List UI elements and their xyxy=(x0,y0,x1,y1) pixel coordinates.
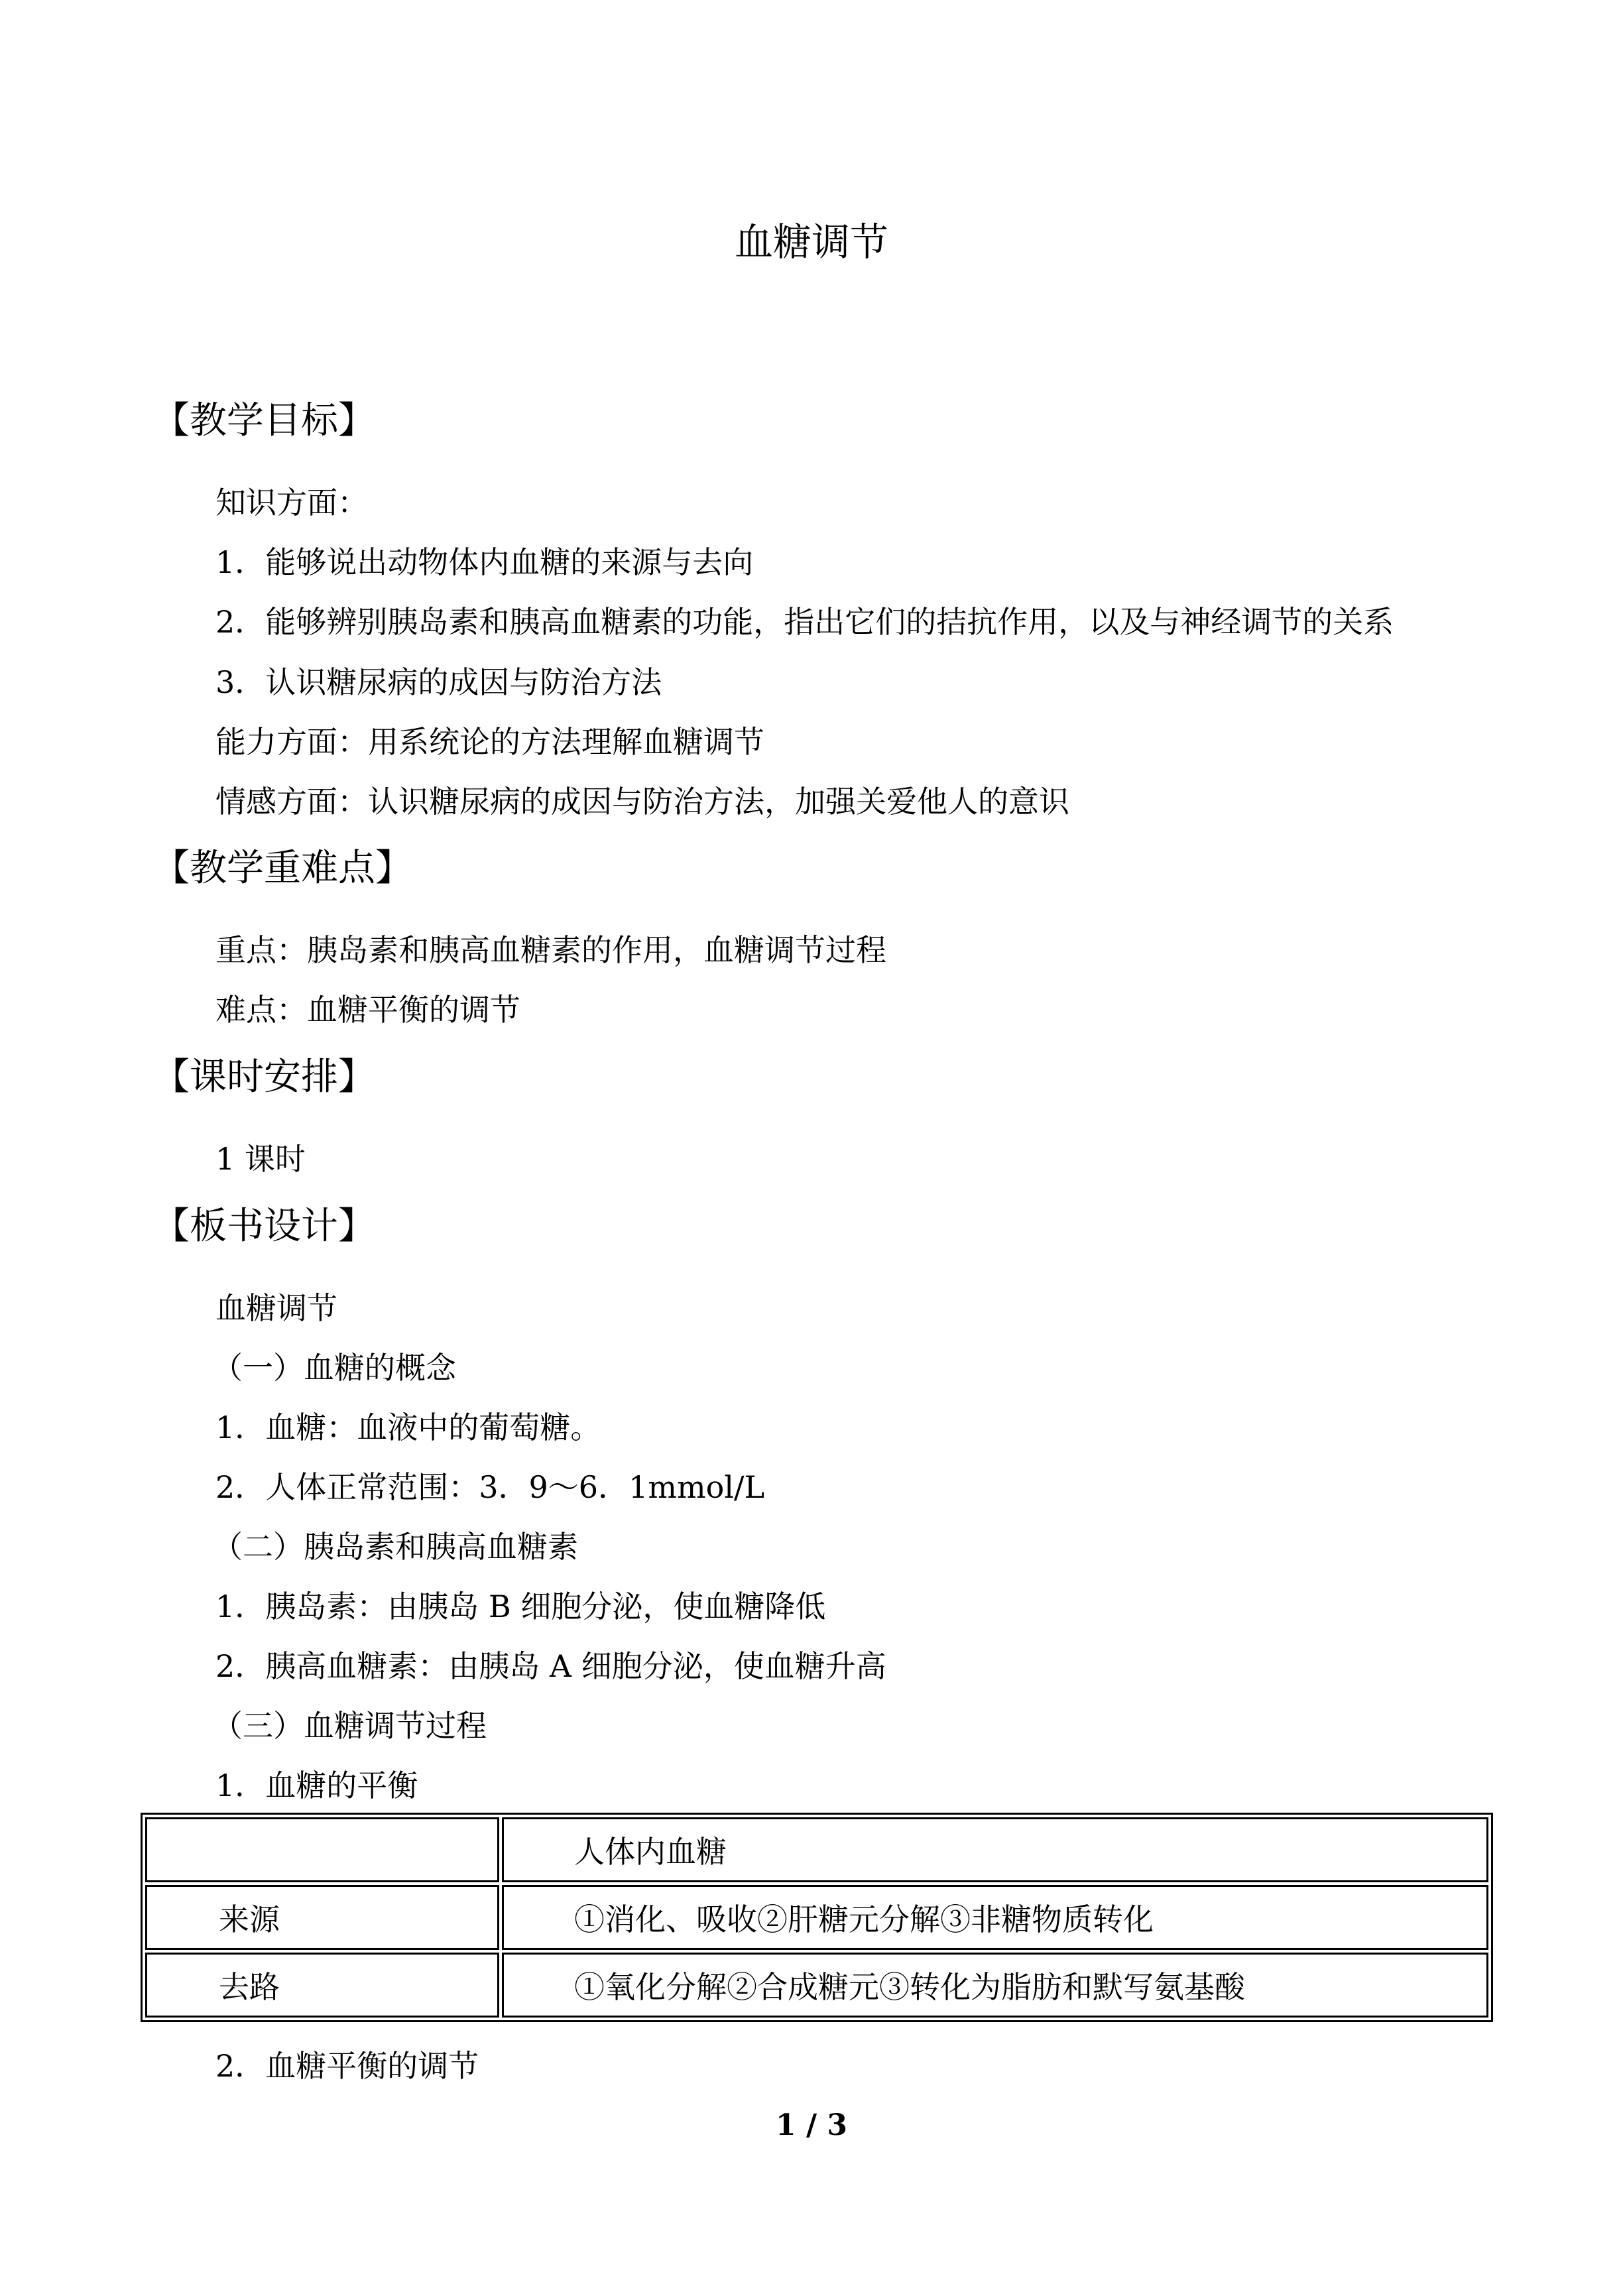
key-point-line: 难点：血糖平衡的调节 xyxy=(215,992,520,1028)
objective-line: 3．认识糖尿病的成因与防治方法 xyxy=(215,664,662,700)
objective-line: 1．能够说出动物体内血糖的来源与去向 xyxy=(215,544,754,580)
board-line: （三）血糖调节过程 xyxy=(212,1708,487,1744)
objective-line: 情感方面：认识糖尿病的成因与防治方法，加强关爱他人的意识 xyxy=(215,784,1069,819)
table-cell: ①消化、吸收②肝糖元分解③非糖物质转化 xyxy=(502,1885,1488,1950)
board-line: 2．血糖平衡的调节 xyxy=(215,2048,479,2084)
section-heading-schedule: 【课时安排】 xyxy=(152,1056,375,1099)
objective-line: 2．能够辨别胰岛素和胰高血糖素的功能，指出它们的拮抗作用，以及与神经调节的关系 xyxy=(215,604,1394,640)
board-line: 1．血糖：血液中的葡萄糖。 xyxy=(215,1410,601,1445)
board-line: 2．胰高血糖素：由胰岛 A 细胞分泌，使血糖升高 xyxy=(215,1648,886,1684)
section-heading-objectives: 【教学目标】 xyxy=(152,399,375,442)
page-number: 1 / 3 xyxy=(776,2108,847,2142)
board-line: （二）胰岛素和胰高血糖素 xyxy=(212,1529,578,1565)
key-point-line: 重点：胰岛素和胰高血糖素的作用，血糖调节过程 xyxy=(215,932,886,968)
objective-line: 知识方面： xyxy=(215,485,368,520)
board-line: 2．人体正常范围：3．9～6．1mmol/L xyxy=(215,1469,765,1505)
section-heading-key-points: 【教学重难点】 xyxy=(152,847,412,890)
board-line: 1．胰岛素：由胰岛 B 细胞分泌，使血糖降低 xyxy=(215,1589,826,1624)
section-heading-board: 【板书设计】 xyxy=(152,1205,375,1248)
table-cell xyxy=(145,1817,499,1882)
board-line: （一）血糖的概念 xyxy=(212,1350,456,1386)
document-title: 血糖调节 xyxy=(734,219,888,265)
objective-line: 能力方面：用系统论的方法理解血糖调节 xyxy=(215,724,764,760)
board-line: 1．血糖的平衡 xyxy=(215,1768,418,1803)
table-row xyxy=(145,1953,1488,2018)
table-cell: 来源 xyxy=(145,1885,499,1950)
board-line: 血糖调节 xyxy=(215,1290,337,1326)
table-header-row xyxy=(145,1817,1488,1882)
table-cell: 人体内血糖 xyxy=(502,1817,1488,1882)
table-row xyxy=(145,1885,1488,1950)
table-cell: ①氧化分解②合成糖元③转化为脂肪和默写氨基酸 xyxy=(502,1953,1488,2018)
schedule-line: 1 课时 xyxy=(215,1141,306,1177)
table-cell: 去路 xyxy=(145,1953,499,2018)
blood-sugar-table xyxy=(141,1813,1493,2022)
